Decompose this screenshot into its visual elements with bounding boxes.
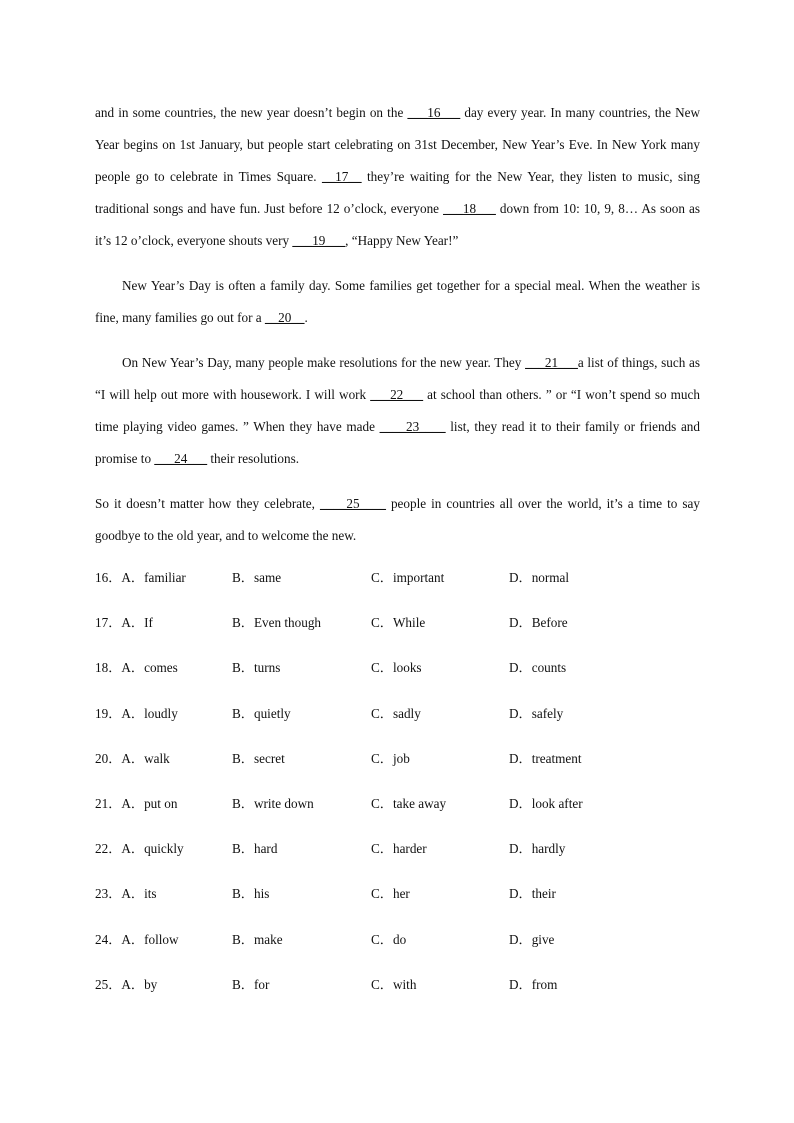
option-b: B．for xyxy=(232,976,270,992)
passage-text: So it doesn’t matter how they celebrate, xyxy=(95,496,320,511)
option-a: A．loudly xyxy=(121,705,178,721)
question-number-and-option-a xyxy=(95,568,186,588)
option-c: C．her xyxy=(371,886,410,902)
option-b: B．same xyxy=(232,570,282,585)
question-number-and-option-a xyxy=(95,658,178,678)
question-row xyxy=(95,839,700,884)
answer-blank: ___16___ xyxy=(407,105,461,120)
question-row xyxy=(95,884,700,929)
question-number-and-option-a xyxy=(95,975,157,995)
option-c: C．sadly xyxy=(371,705,421,721)
option-c: C．While xyxy=(371,615,426,631)
question-number-and-option-a xyxy=(95,930,179,950)
answer-blank: ___22___ xyxy=(370,387,424,402)
option-a: A．comes xyxy=(121,660,178,676)
option-a: A．quickly xyxy=(121,841,184,857)
passage-text: On New Year’s Day, many people make resolutions for the new year. They xyxy=(122,355,526,370)
option-c: C．looks xyxy=(371,660,422,676)
question-number-and-option-a xyxy=(95,749,170,769)
option-b: B．his xyxy=(232,886,270,902)
option-c: C．take away xyxy=(371,795,447,811)
question-row xyxy=(95,658,700,703)
option-d: D．look after xyxy=(509,795,583,811)
answer-blank: ___21___ xyxy=(525,355,578,370)
question-number-and-option-a xyxy=(95,613,153,633)
option-a: A．put on xyxy=(121,795,178,811)
question-row xyxy=(95,613,700,658)
answer-blank: __20__ xyxy=(264,310,305,325)
question-number: 17． xyxy=(95,615,122,631)
option-c: C．harder xyxy=(371,841,427,857)
option-b: B．make xyxy=(232,931,283,947)
question-row xyxy=(95,704,700,749)
option-c: C．with xyxy=(371,976,417,992)
option-b: B．quietly xyxy=(232,705,291,721)
passage-text: list, they read it to their family or friends and promise to xyxy=(95,419,700,466)
question-row xyxy=(95,794,700,839)
answer-blank: ____25____ xyxy=(319,496,386,511)
option-c: C．job xyxy=(371,750,410,766)
option-c: C．do xyxy=(371,931,407,947)
option-d: D．from xyxy=(509,976,558,992)
option-b: B．Even though xyxy=(232,615,322,631)
option-d: D．treatment xyxy=(509,750,582,766)
answer-blank: ____23____ xyxy=(379,419,446,434)
answer-blank: ___19___ xyxy=(292,233,346,248)
answer-blank: ___24___ xyxy=(154,451,208,466)
passage-text: day every year. In many countries, the New Year begins on 1st January, but people start celebrating on 31st December, New Year’s Eve. In New York many people go to celebrate in Times Square. xyxy=(95,105,700,184)
option-a: A．If xyxy=(121,615,153,631)
document-page xyxy=(95,97,700,1020)
question-number: 16． xyxy=(95,570,122,585)
option-a: A．by xyxy=(121,976,158,992)
passage-text: people in countries all over the world, it’s a time to say goodbye to the old year, and to welcome the new. xyxy=(95,496,700,543)
option-d: D．normal xyxy=(509,570,570,585)
question-number-and-option-a xyxy=(95,884,157,904)
option-a: A．follow xyxy=(121,931,179,947)
option-d: D．safely xyxy=(509,705,564,721)
option-a: A．its xyxy=(121,886,157,902)
passage-paragraph-3 xyxy=(95,347,700,475)
answer-blank: __17__ xyxy=(321,169,362,184)
option-a: A．familiar xyxy=(121,570,186,585)
question-row xyxy=(95,749,700,794)
option-d: D．Before xyxy=(509,615,568,631)
passage-text: and in some countries, the new year doesn’t begin on the xyxy=(95,105,408,120)
option-c: C．important xyxy=(371,570,445,585)
option-b: B．hard xyxy=(232,841,278,857)
option-a: A．walk xyxy=(121,750,170,766)
question-number: 20． xyxy=(95,750,122,766)
question-number: 21． xyxy=(95,795,122,811)
option-d: D．hardly xyxy=(509,841,566,857)
passage-text: , “Happy New Year!” xyxy=(345,233,459,248)
question-number: 25． xyxy=(95,976,122,992)
question-row xyxy=(95,930,700,975)
question-number: 22． xyxy=(95,841,122,857)
passage-text: they’re waiting for the New Year, they listen to music, sing traditional songs and have fun. Just before 12 o’clock, everyone xyxy=(95,169,700,216)
answer-blank: ___18___ xyxy=(443,201,496,216)
passage-paragraph-1 xyxy=(95,97,700,257)
passage-text: a list of things, such as “I will help out more with housework. I will work xyxy=(95,355,701,402)
question-options xyxy=(95,568,700,1020)
option-d: D．counts xyxy=(509,660,567,676)
option-b: B．write down xyxy=(232,795,314,811)
question-number: 24． xyxy=(95,931,122,947)
question-row xyxy=(95,975,700,1020)
passage-text: at school than others. ” or “I won’t spend so much time playing video games. ” When they have made xyxy=(95,387,700,434)
option-d: D．their xyxy=(509,886,556,902)
question-number: 19． xyxy=(95,705,122,721)
question-number-and-option-a xyxy=(95,794,177,814)
passage-paragraph-4 xyxy=(95,488,700,552)
question-row xyxy=(95,568,700,613)
passage-text: down from 10: 10, 9, 8… As soon as it’s 12 o’clock, everyone shouts very xyxy=(95,201,700,248)
passage-paragraph-2 xyxy=(95,270,700,334)
option-b: B．turns xyxy=(232,660,281,676)
option-b: B．secret xyxy=(232,750,285,766)
option-d: D．give xyxy=(509,931,555,947)
passage-text: . xyxy=(304,310,308,325)
question-number-and-option-a xyxy=(95,704,178,724)
question-number-and-option-a xyxy=(95,839,184,859)
passage-text: their resolutions. xyxy=(207,451,300,466)
question-number: 18． xyxy=(95,660,122,676)
passage-text: New Year’s Day is often a family day. Some families get together for a special meal. When the weather is fine, many families go out for a xyxy=(95,278,700,325)
question-number: 23． xyxy=(95,886,122,902)
